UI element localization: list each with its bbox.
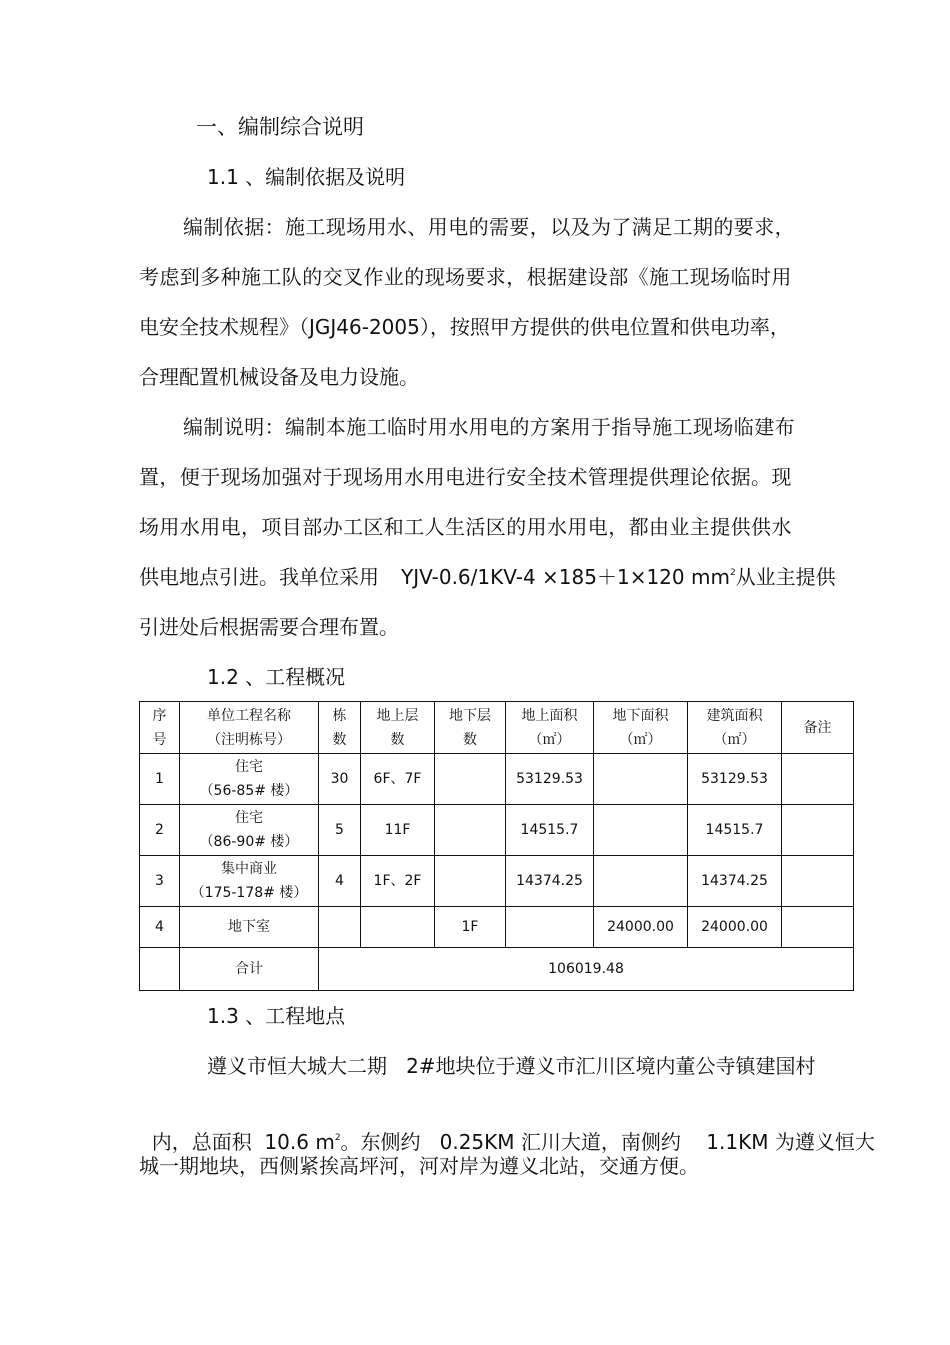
cell-floors-above (361, 907, 435, 948)
header-cell: 序 号 (140, 702, 180, 754)
basis-line: 考虑到多种施工队的交叉作业的现场要求，根据建设部《施工现场临时用 (139, 265, 792, 289)
basis-line: 编制依据：施工现场用水、用电的需要，以及为了满足工期的要求， (183, 215, 795, 239)
explanation-text: 供电地点引进。我单位采用 (139, 565, 379, 589)
table-row (140, 907, 854, 948)
total-label: 合计 (180, 948, 319, 991)
cell-name: 住宅 （56-85# 楼） (180, 754, 319, 805)
cell-area-total: 24000.00 (688, 907, 782, 948)
location-line (139, 1103, 875, 1155)
cell-floors-above: 1F、2F (361, 856, 435, 907)
header-cell: 栋 数 (319, 702, 361, 754)
cell-count (319, 907, 361, 948)
cell-no (140, 948, 180, 991)
section-1-2-title: 1.2 、工程概况 (207, 665, 346, 689)
unit-superscript: 2 (334, 1133, 341, 1143)
cell-area-below: 24000.00 (594, 907, 688, 948)
explanation-line: 场用水用电，项目部办工区和工人生活区的用水用电，都由业主提供供水 (139, 515, 792, 539)
cell-area-total: 53129.53 (688, 754, 782, 805)
basis-line: 合理配置机械设备及电力设施。 (139, 365, 419, 389)
cell-area-above: 53129.53 (506, 754, 594, 805)
location-text: 内，总面积 10.6 m (151, 1130, 335, 1154)
location-text: 。东侧约 0.25KM 汇川大道，南侧约 1.1KM 为遵义恒大 (340, 1130, 875, 1154)
cell-floors-below: 1F (435, 907, 506, 948)
cell-floors-below (435, 805, 506, 856)
cell-area-below (594, 805, 688, 856)
cell-name: 集中商业 （175-178# 楼） (180, 856, 319, 907)
location-line: 城一期地块，西侧紧挨高坪河，河对岸为遵义北站，交通方便。 (139, 1154, 699, 1178)
cell-area-total: 14515.7 (688, 805, 782, 856)
cell-area-above: 14515.7 (506, 805, 594, 856)
cell-remark (782, 754, 854, 805)
header-cell: 地上面积 （㎡） (506, 702, 594, 754)
cell-count: 5 (319, 805, 361, 856)
cell-no: 2 (140, 805, 180, 856)
table-row (140, 754, 854, 805)
header-cell: 地下面积 （㎡） (594, 702, 688, 754)
cell-area-total: 14374.25 (688, 856, 782, 907)
table-row (140, 856, 854, 907)
cell-floors-below (435, 754, 506, 805)
cell-area-above (506, 907, 594, 948)
location-line: 遵义市恒大城大二期 2#地块位于遵义市汇川区境内董公寺镇建国村 (207, 1054, 816, 1078)
explanation-line: 编制说明：编制本施工临时用水用电的方案用于指导施工现场临建布 (183, 415, 795, 439)
explanation-line (139, 564, 836, 590)
table-header-row (140, 702, 854, 754)
header-cell: 备注 (782, 702, 854, 754)
header-cell: 建筑面积 （㎡） (688, 702, 782, 754)
cell-no: 1 (140, 754, 180, 805)
explanation-line: 置，便于现场加强对于现场用水用电进行安全技术管理提供理论依据。现 (139, 465, 792, 489)
cell-name: 地下室 (180, 907, 319, 948)
total-value: 106019.48 (319, 948, 854, 991)
cell-floors-below (435, 856, 506, 907)
cell-area-above: 14374.25 (506, 856, 594, 907)
cell-name: 住宅 （86-90# 楼） (180, 805, 319, 856)
cell-count: 4 (319, 856, 361, 907)
table-row (140, 805, 854, 856)
basis-line: 电安全技术规程》（JGJ46-2005），按照甲方提供的供电位置和供电功率， (139, 315, 790, 339)
section-1-3-title: 1.3 、工程地点 (207, 1004, 346, 1028)
explanation-text: 从业主提供 (735, 565, 836, 589)
project-overview-table (139, 701, 854, 991)
cell-remark (782, 805, 854, 856)
header-cell: 单位工程名称 （注明栋号） (180, 702, 319, 754)
header-cell: 地上层 数 (361, 702, 435, 754)
unit-superscript: 2 (729, 568, 736, 578)
cable-spec: YJV-0.6/1KV-4 ×185＋1×120 mm (401, 565, 730, 589)
explanation-line: 引进处后根据需要合理布置。 (139, 615, 399, 639)
cell-floors-above: 6F、7F (361, 754, 435, 805)
header-cell: 地下层 数 (435, 702, 506, 754)
cell-count: 30 (319, 754, 361, 805)
cell-floors-above: 11F (361, 805, 435, 856)
cell-remark (782, 856, 854, 907)
cell-area-below (594, 856, 688, 907)
section-heading: 一、编制综合说明 (196, 115, 364, 139)
cell-no: 4 (140, 907, 180, 948)
table-total-row (140, 948, 854, 991)
section-1-1-title: 1.1 、编制依据及说明 (207, 165, 406, 189)
cell-area-below (594, 754, 688, 805)
cell-no: 3 (140, 856, 180, 907)
cell-remark (782, 907, 854, 948)
